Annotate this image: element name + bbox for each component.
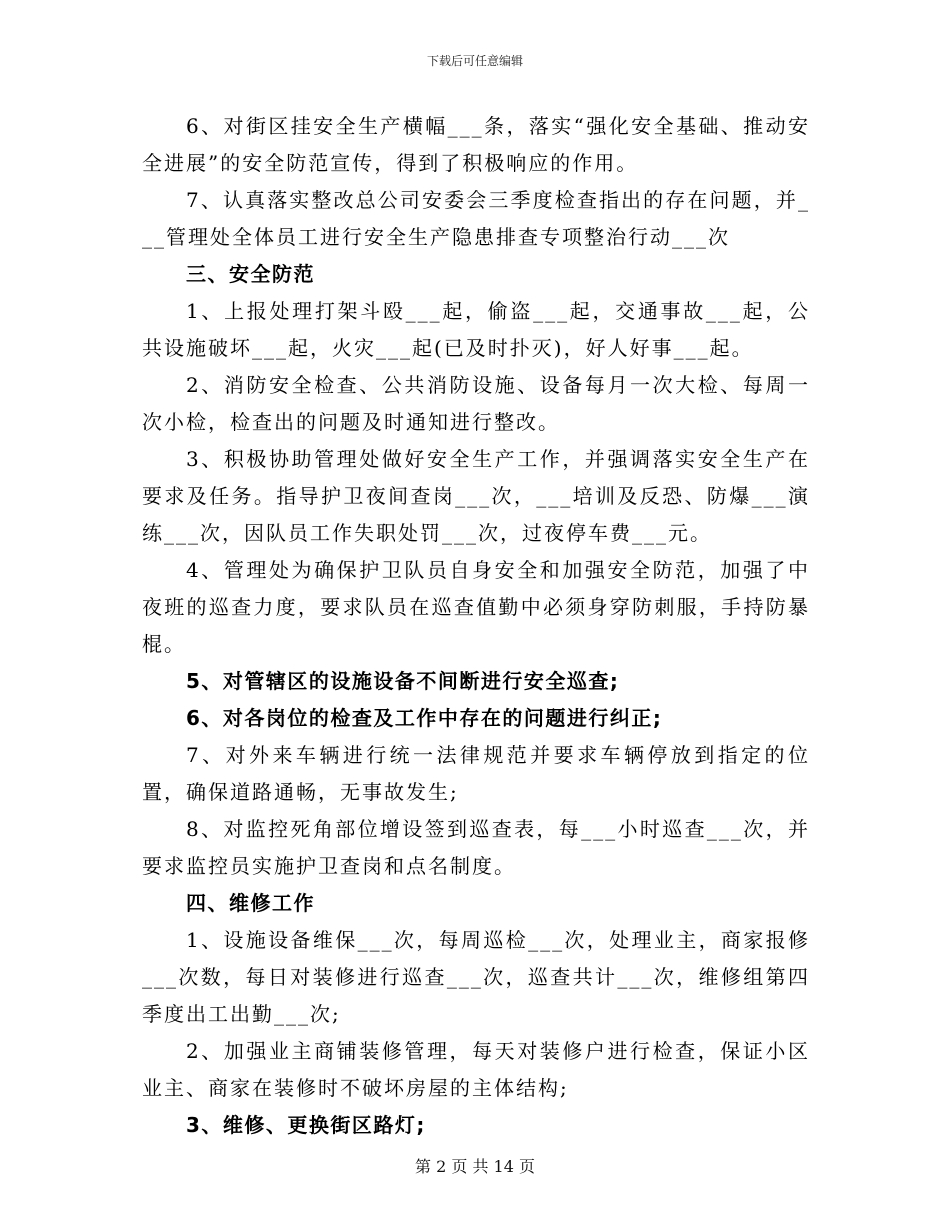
paragraph-9: 7、对外来车辆进行统一法律规范并要求车辆停放到指定的位置，确保道路通畅，无事故发生; [142, 743, 810, 804]
paragraph-4: 2、消防安全检查、公共消防设施、设备每月一次大检、每周一次小检，检查出的问题及时通知进行整改。 [142, 373, 810, 434]
page-header: 下载后可任意编辑 [426, 54, 523, 68]
paragraph-3: 1、上报处理打架斗殴___起，偷盗___起，交通事故___起，公共设施破坏___起，火灾___起(已及时扑灭)，好人好事___起。 [142, 299, 810, 360]
paragraph-13-bold: 3、维修、更换街区路灯; [186, 1113, 426, 1137]
paragraph-8-bold: 6、对各岗位的检查及工作中存在的问题进行纠正; [186, 706, 663, 730]
paragraph-10: 8、对监控死角部位增设签到巡查表，每___小时巡查___次，并要求监控员实施护卫查岗和点名制度。 [142, 817, 810, 878]
page-footer: 第 2 页 共 14 页 [415, 1157, 535, 1176]
document-body [142, 108, 810, 1144]
section-heading-safety: 三、安全防范 [186, 262, 315, 286]
section-heading-maintenance: 四、维修工作 [186, 891, 315, 915]
paragraph-12: 2、加强业主商铺装修管理，每天对装修户进行检查，保证小区业主、商家在装修时不破坏房屋的主体结构; [142, 1039, 810, 1100]
paragraph-2: 7、认真落实整改总公司安委会三季度检查指出的存在问题，并___管理处全体员工进行安全生产隐患排查专项整治行动___次 [142, 188, 810, 249]
paragraph-6: 4、管理处为确保护卫队员自身安全和加强安全防范，加强了中夜班的巡查力度，要求队员在巡查值勤中必须身穿防刺服，手持防暴棍。 [142, 558, 810, 656]
paragraph-11: 1、设施设备维保___次，每周巡检___次，处理业主，商家报修___次数，每日对装修进行巡查___次，巡查共计___次，维修组第四季度出工出勤___次; [142, 928, 810, 1026]
paragraph-7-bold: 5、对管辖区的设施设备不间断进行安全巡查; [186, 669, 620, 693]
paragraph-5: 3、积极协助管理处做好安全生产工作，并强调落实安全生产在要求及任务。指导护卫夜间查岗___次，___培训及反恐、防爆___演练___次，因队员工作失职处罚___次，过夜停车费___元。 [142, 447, 810, 545]
paragraph-1: 6、对街区挂安全生产横幅___条，落实“强化安全基础、推动安全进展”的安全防范宣传，得到了积极响应的作用。 [142, 114, 810, 175]
